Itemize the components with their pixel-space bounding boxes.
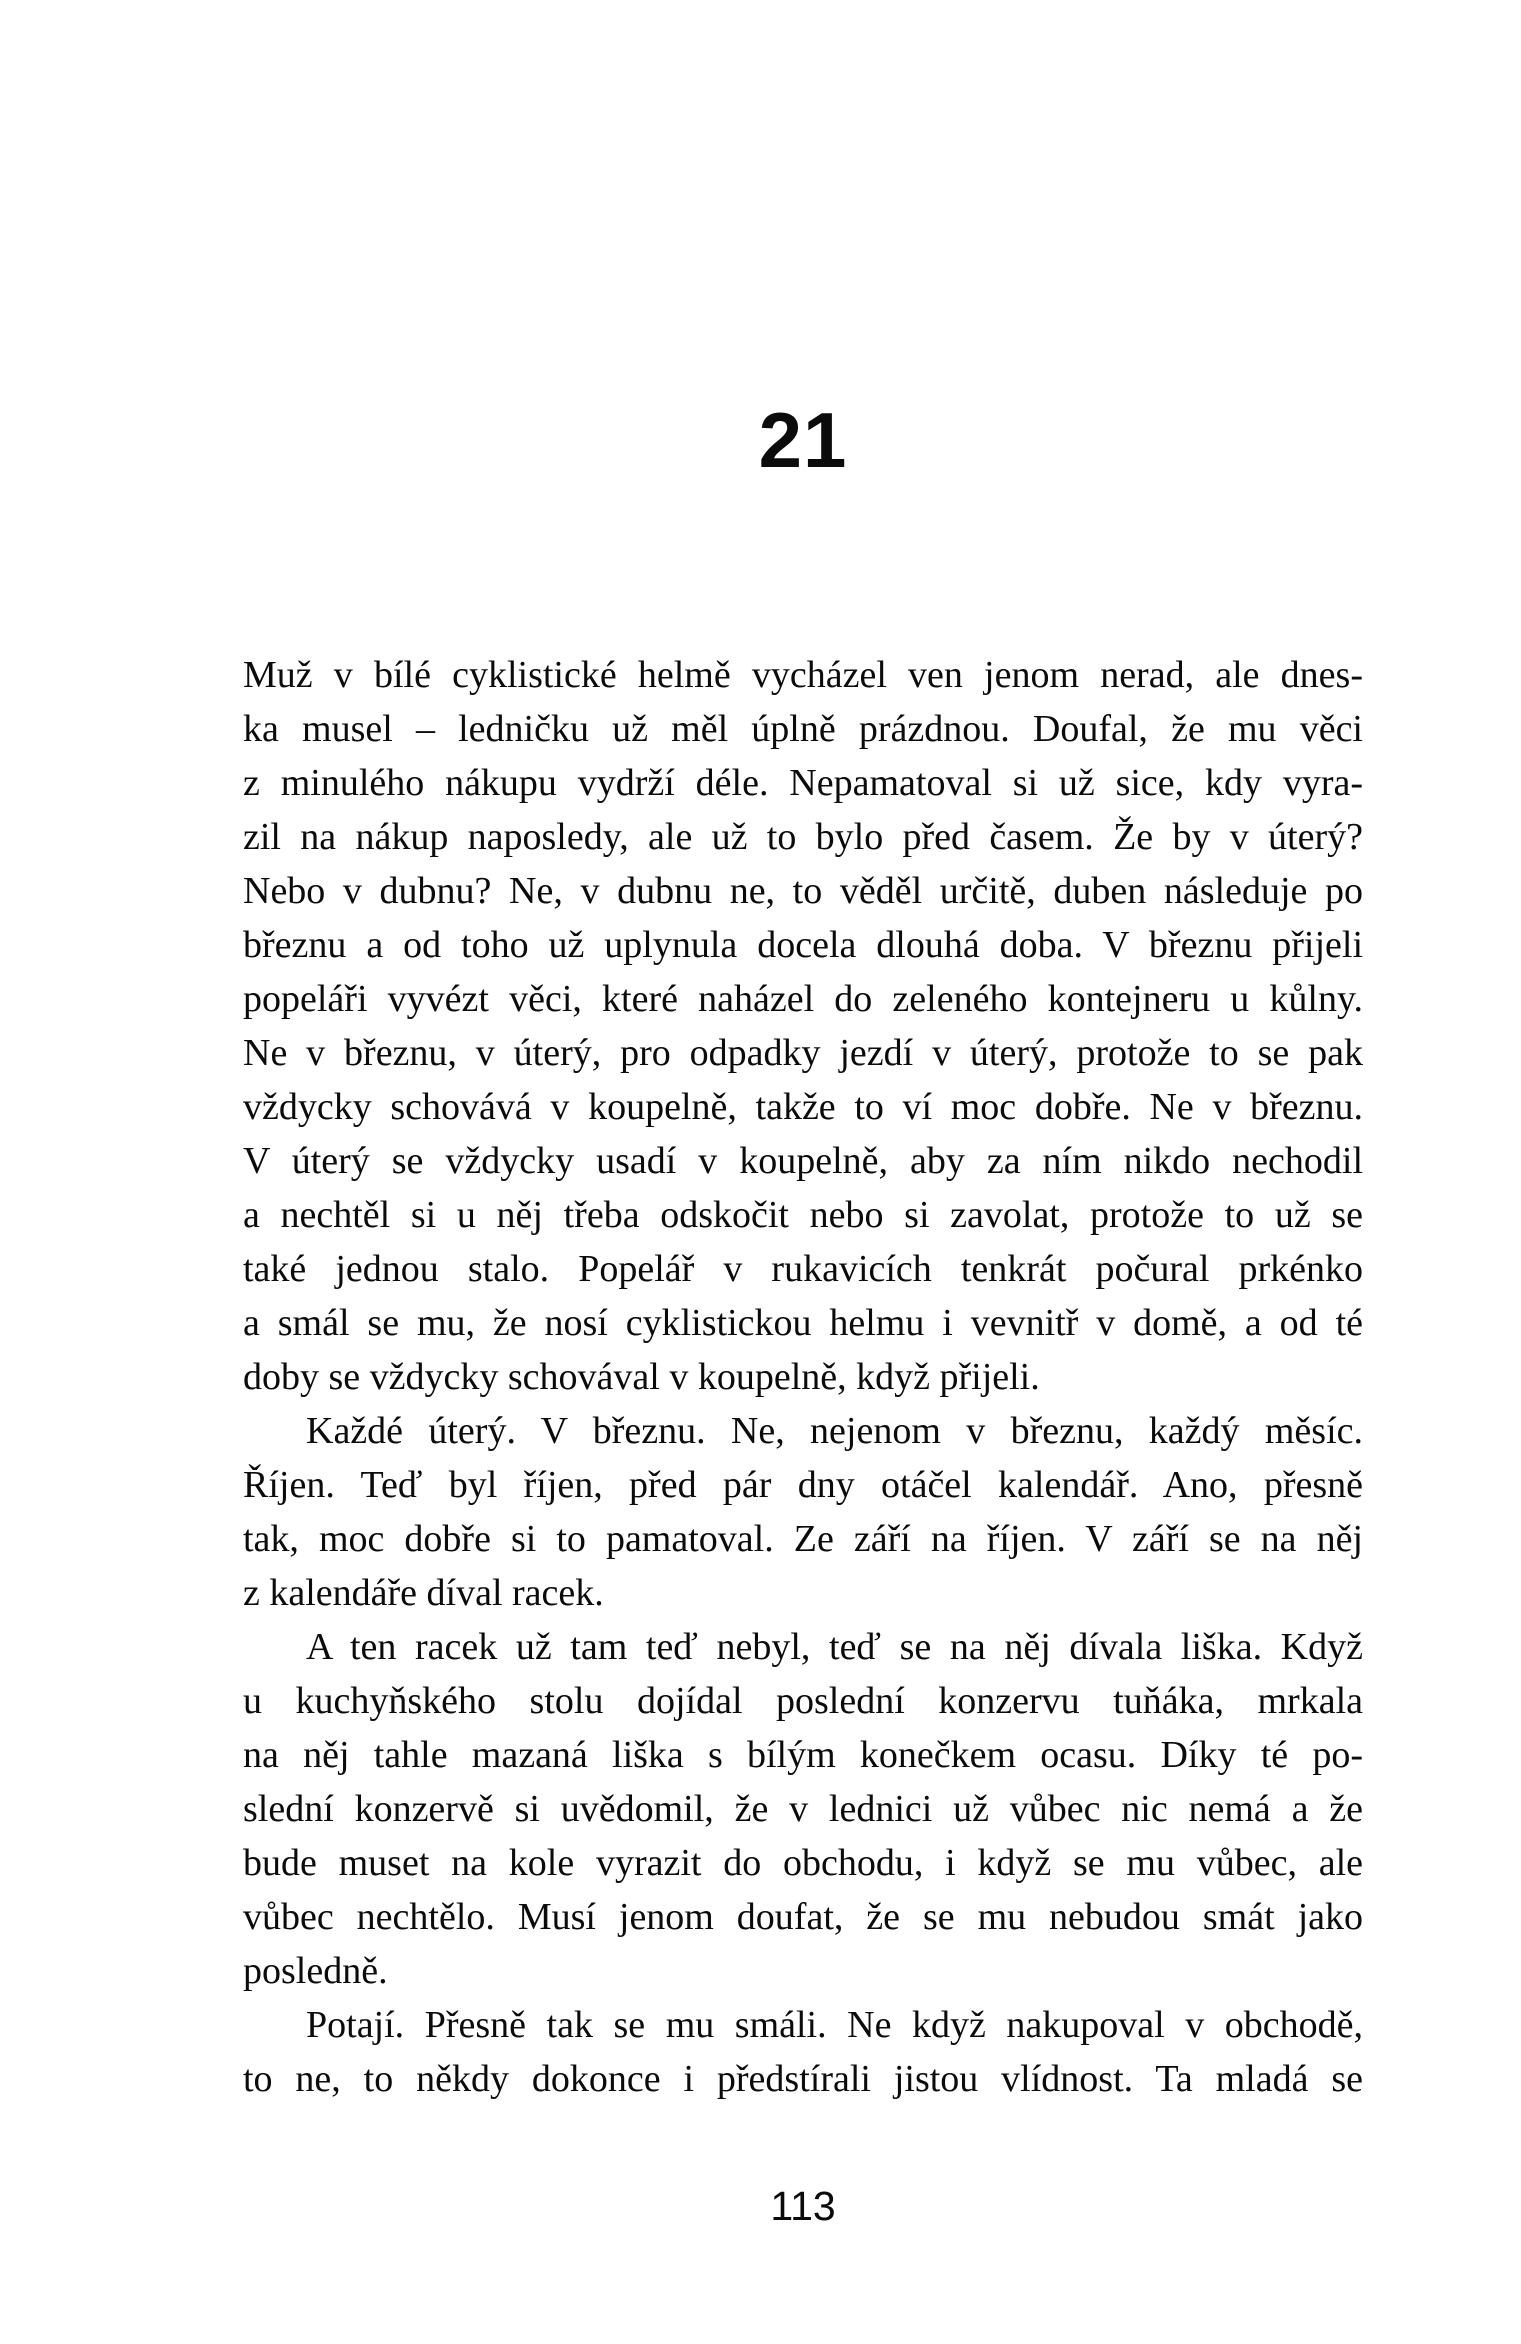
text-line: Muž v bílé cyklistické helmě vycházel ven jenom nerad, ale dnes- — [243, 654, 1363, 696]
text-line: zil na nákup naposledy, ale už to bylo před časem. Že by v úterý? — [243, 816, 1363, 858]
text-line: A ten racek už tam teď nebyl, teď se na něj dívala liška. Když — [306, 1626, 1363, 1668]
text-line: ka musel – ledničku už měl úplně prázdnou. Doufal, že mu věci — [243, 708, 1363, 750]
text-line: Potají. Přesně tak se mu smáli. Ne když nakupoval v obchodě, — [306, 2004, 1363, 2046]
text-line: posledně. — [243, 1950, 388, 1992]
paragraph — [243, 648, 1363, 1404]
text-line: z kalendáře díval racek. — [243, 1572, 604, 1614]
text-line: a nechtěl si u něj třeba odskočit nebo si zavolat, protože to už se — [243, 1194, 1363, 1236]
paragraph — [243, 1620, 1363, 1998]
text-line: na něj tahle mazaná liška s bílým konečkem ocasu. Díky té po- — [243, 1734, 1363, 1776]
text-line: z minulého nákupu vydrží déle. Nepamatoval si už sice, kdy vyra- — [243, 762, 1363, 804]
paragraph — [243, 1998, 1363, 2106]
text-line: bude muset na kole vyrazit do obchodu, i když se mu vůbec, ale — [243, 1842, 1363, 1884]
body-text — [243, 648, 1363, 2106]
text-line: popeláři vyvézt věci, které naházel do zeleného kontejneru u kůlny. — [243, 978, 1363, 1020]
text-line: Každé úterý. V březnu. Ne, nejenom v březnu, každý měsíc. — [306, 1410, 1363, 1452]
text-line: březnu a od toho už uplynula docela dlouhá doba. V březnu přijeli — [243, 924, 1363, 966]
text-line: tak, moc dobře si to pamatoval. Ze září na říjen. V září se na něj — [243, 1518, 1363, 1560]
text-line: doby se vždycky schovával v koupelně, když přijeli. — [243, 1356, 1040, 1398]
text-line: vždycky schovává v koupelně, takže to ví moc dobře. Ne v březnu. — [243, 1086, 1363, 1128]
text-line: Nebo v dubnu? Ne, v dubnu ne, to věděl určitě, duben následuje po — [243, 870, 1363, 912]
paragraph — [243, 1404, 1363, 1620]
text-line: u kuchyňského stolu dojídal poslední konzervu tuňáka, mrkala — [243, 1680, 1363, 1722]
text-line: vůbec nechtělo. Musí jenom doufat, že se mu nebudou smát jako — [243, 1896, 1363, 1938]
page-number: 113 — [770, 2183, 836, 2229]
text-line: Ne v březnu, v úterý, pro odpadky jezdí v úterý, protože to se pak — [243, 1032, 1363, 1074]
text-line: také jednou stalo. Popelář v rukavicích tenkrát počural prkénko — [243, 1248, 1363, 1290]
text-line: Říjen. Teď byl říjen, před pár dny otáčel kalendář. Ano, přesně — [243, 1464, 1363, 1506]
text-line: V úterý se vždycky usadí v koupelně, aby za ním nikdo nechodil — [243, 1140, 1363, 1182]
text-line: slední konzervě si uvědomil, že v lednici už vůbec nic nemá a že — [243, 1788, 1363, 1830]
chapter-number: 21 — [758, 396, 848, 484]
text-line: a smál se mu, že nosí cyklistickou helmu i vevnitř v domě, a od té — [243, 1302, 1363, 1344]
text-line: to ne, to někdy dokonce i předstírali jistou vlídnost. Ta mladá se — [243, 2058, 1363, 2100]
